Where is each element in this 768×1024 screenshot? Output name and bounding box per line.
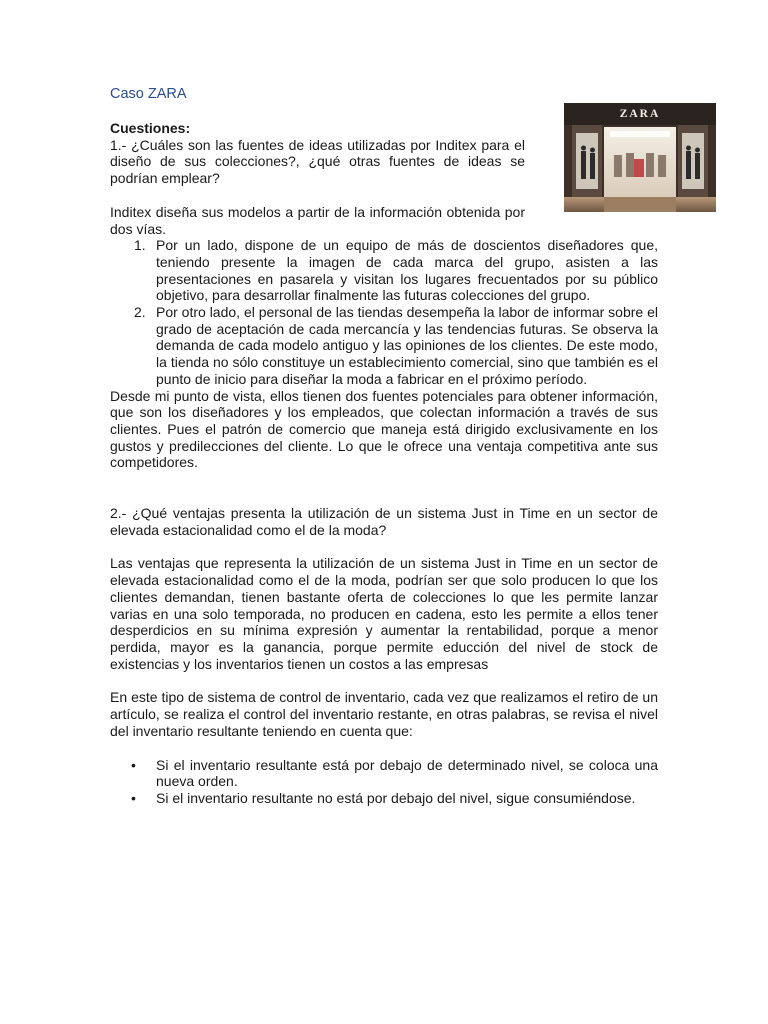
list-number: 2. (134, 304, 146, 321)
answer-2: Las ventajas que representa la utilización de un sistema Just in Time en un sector de elevada estacionalidad como el de la moda, podrían ser que solo producen lo que los clientes demandan, tienen bastante oferta de colecciones lo que les permite lanzar varias en una solo temporada, no producen en cadena, esto les permite a ellos tener desperdicios en su mínima expresión y aumentar la rentabilidad, porque a menor perdida, mayor es la ganancia, porque permite educción del nivel de stock de existencias y los inventarios tienen un costos a las empresas (110, 555, 658, 672)
section-heading: Cuestiones: (110, 120, 191, 136)
bullet-item (110, 757, 658, 790)
question-2: 2.- ¿Qué ventajas presenta la utilización de un sistema Just in Time en un sector de elevada estacionalidad como el de la moda? (110, 505, 658, 538)
document-title: Caso ZARA (110, 86, 187, 102)
list-item (110, 237, 658, 304)
question-1: 1.- ¿Cuáles son las fuentes de ideas utilizadas por Inditex para el diseño de sus colecciones?, ¿qué otras fuentes de ideas se podrían emplear? (110, 136, 525, 187)
list-item-text: Por otro lado, el personal de las tiendas desempeña la labor de informar sobre el grado de aceptación de cada mercancía y las tendencias futuras. Se observa la demanda de cada modelo antiguo y las opiniones de los clientes. De este modo, la tienda no sólo constituye un establecimiento comercial, sino que también es el punto de inicio para diseñar la moda a fabricar en el próximo período. (156, 304, 658, 387)
zara-sign: ZARA (619, 108, 661, 120)
list-item-text: Por un lado, dispone de un equipo de más de doscientos diseñadores que, teniendo presente la imagen de cada marca del grupo, asisten a las presentaciones en pasarela y visitan los lugares frecuentados por su público objetivo, para desarrollar finalmente las futuras colecciones del grupo. (156, 237, 658, 304)
bullet-icon: • (131, 789, 136, 806)
numbered-list (110, 237, 658, 387)
answer-1-conclusion: Desde mi punto de vista, ellos tienen dos fuentes potenciales para obtener información, que son los diseñadores y los empleados, que colectan información a través de sus clientes. Pues el patrón de comercio que maneja está dirigido exclusivamente en los gustos y predilecciones del cliente. Lo que le ofrece una ventaja competitiva ante sus competidores. (110, 387, 658, 471)
document-body (110, 120, 658, 807)
bullet-list (110, 757, 658, 807)
bullet-item (110, 790, 658, 807)
answer-1-intro: Inditex diseña sus modelos a partir de la información obtenida por dos vías. (110, 203, 525, 237)
inventory-paragraph: En este tipo de sistema de control de inventario, cada vez que realizamos el retiro de un artículo, se realiza el control del inventario restante, en otras palabras, se revisa el nivel del inventario resultante teniendo en cuenta que: (110, 689, 658, 739)
bullet-text: Si el inventario resultante está por debajo de determinado nivel, se coloca una nueva orden. (156, 756, 658, 790)
bullet-icon: • (131, 756, 136, 773)
list-number: 1. (134, 237, 146, 254)
list-item (110, 304, 658, 388)
bullet-text: Si el inventario resultante no está por debajo del nivel, sigue consumiéndose. (156, 789, 636, 806)
